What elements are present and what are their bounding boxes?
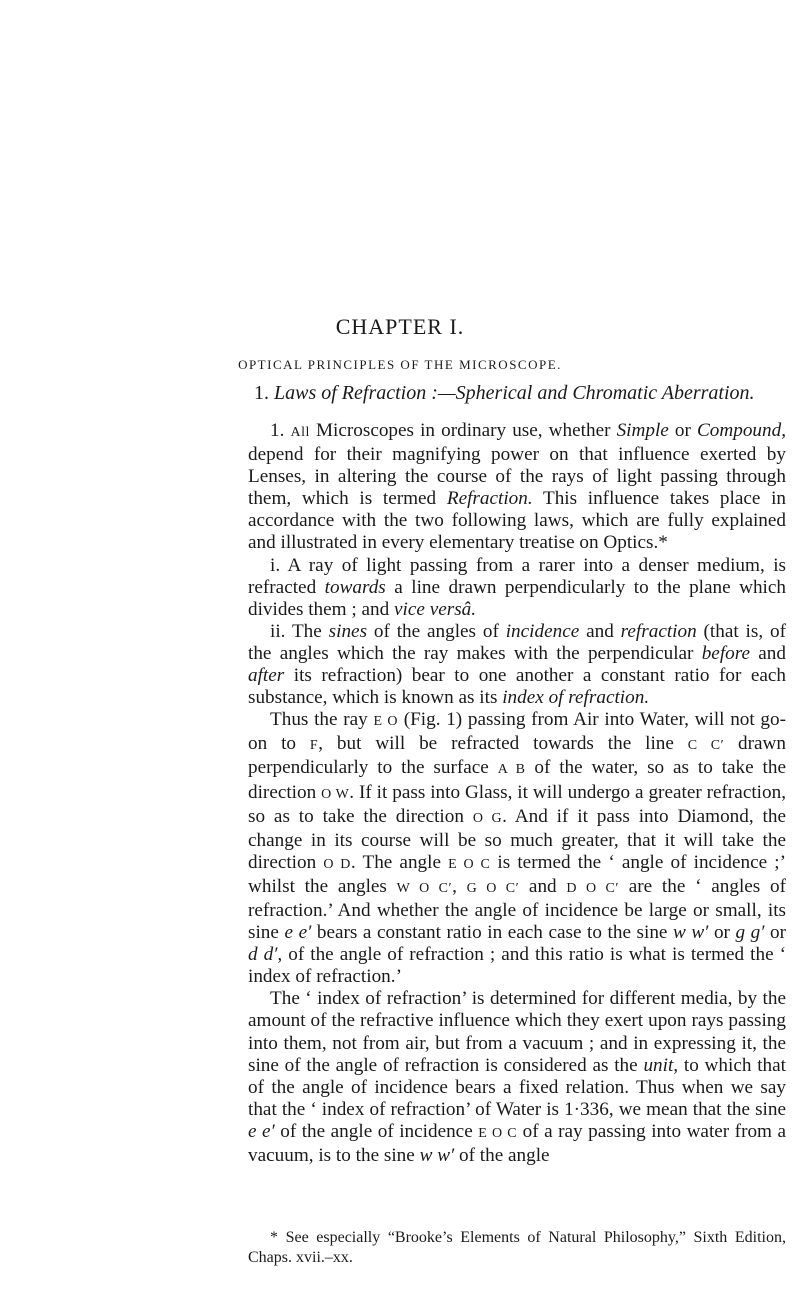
figure-label: E O C [478, 1125, 518, 1141]
text-run: of the angle [454, 1145, 550, 1166]
section-title-part-b: Spherical and Chromatic Aberration. [455, 382, 755, 404]
italic-run: Simple [616, 420, 669, 441]
text-run: to which that of the angle of incidence bears a fixed relation. Thus when we say that the ‘ index of refraction’ of Water is 1·336, we mean that the sine [248, 1054, 786, 1120]
section-title-part-a: Laws of Refraction :— [274, 382, 456, 404]
italic-run: w w′ [673, 922, 709, 944]
text-run: and [519, 875, 567, 897]
text-run: Microscopes in ordinary use, whether [309, 420, 617, 441]
figure-label: W O C′ [396, 880, 453, 896]
figure-label: E O [373, 714, 399, 730]
paragraph-5 [248, 988, 786, 1167]
italic-run: incidence [505, 620, 580, 642]
text-run: a line drawn perpendicularly to the plane which divides them ; and [248, 576, 786, 620]
text-run: i. A ray of light passing from a rarer into a denser medium, is refracted [248, 554, 786, 598]
text-run: or [708, 922, 736, 944]
section-heading [254, 382, 774, 405]
text-run: This influence takes place in accordance with the two following laws, which are fully explained and illustrated in every elementary treatise on Optics.* [248, 488, 786, 554]
text-run: . If it pass into Glass, it will undergo a greater refraction, so as to take the direction [248, 781, 786, 827]
italic-run: after [248, 665, 285, 687]
text-run: or [764, 922, 787, 944]
figure-label: C C′ [687, 738, 725, 754]
text-run: of the water, so as to take the direction [248, 757, 786, 803]
chapter-title: CHAPTER I. [335, 314, 465, 339]
italic-run: unit, [643, 1054, 679, 1076]
italic-run: before [701, 642, 751, 664]
text-run: , but will be refracted towards the line [318, 733, 688, 755]
text-run: or [668, 420, 697, 441]
lead-word: All [290, 425, 310, 440]
figure-label: O W [321, 786, 350, 802]
text-run: of the angle of refraction ; and this ratio is what is termed the ‘ index of refraction.’ [248, 944, 786, 988]
text-run: of the angle of incidence [274, 1120, 479, 1142]
section-number: 1. [254, 382, 269, 404]
text-run: and [750, 642, 786, 664]
text-run: (Fig. 1) passing from Air into Water, will not go-on to [248, 709, 786, 755]
figure-label: G O C′ [466, 880, 520, 896]
italic-run: Compound, [696, 420, 786, 441]
italic-run: w w′ [419, 1145, 455, 1166]
figure-label: E O C [448, 856, 491, 872]
text-run: depend for their magnifying power on that influence exerted by Lenses, in altering the course of the rays of light passing through them, which is termed [248, 444, 786, 510]
text-run: its refraction) bear to one another a constant ratio for each substance, which is known as its [248, 665, 786, 709]
italic-run: vice versâ. [394, 598, 477, 620]
text-run: (that is, of the angles which the ray makes with the perpendicular [248, 620, 786, 664]
text-run: , [452, 875, 467, 897]
paragraph-3 [248, 621, 786, 709]
italic-run: towards [324, 576, 386, 598]
italic-run: index of refraction. [502, 687, 650, 709]
text-run: are the ‘ angles of refraction.’ And whether the angle of incidence be large or small, its sine [248, 875, 786, 944]
figure-label: O G [472, 810, 503, 826]
paragraph-4 [248, 709, 786, 988]
chapter-subtitle: OPTICAL PRINCIPLES OF THE MICROSCOPE. [238, 357, 562, 372]
paragraph-1 [248, 420, 786, 555]
text-run: . And if it pass into Diamond, the change in its course will be so much greater, that it will take the direction [248, 805, 786, 873]
text-run: of a ray passing into water from a vacuum, is to the sine [248, 1120, 786, 1166]
italic-run: e e′ [284, 922, 312, 944]
text-run: is termed the ‘ angle of incidence ;’ whilst the angles [248, 851, 786, 897]
italic-run: Refraction. [446, 488, 533, 510]
body-text [248, 420, 786, 1167]
italic-run: g g′ [735, 922, 765, 944]
text-run: drawn perpendicularly to the surface [248, 733, 786, 779]
figure-label: F [309, 738, 319, 754]
figure-label: O D [323, 856, 351, 872]
italic-run: refraction [620, 620, 697, 642]
text-run: Thus the ray [270, 709, 374, 731]
italic-run: e e′ [248, 1120, 275, 1142]
paragraph-2 [248, 555, 786, 621]
text-run: and [579, 620, 621, 642]
text-run: bears a constant ratio in each case to the sine [311, 922, 674, 944]
text-run: The ‘ index of refraction’ is determined for different media, by the amount of the refractive influence which they exert upon rays passing into them, not from air, but from a vacuum ; and in expressing it, the sine of the angle of refraction is considered as the [248, 988, 786, 1076]
text-run: ii. The [270, 620, 329, 642]
text-run: of the angles of [367, 620, 506, 642]
figure-label: D O C′ [566, 880, 619, 896]
figure-label: A B [497, 762, 526, 778]
italic-run: d d′, [248, 944, 283, 966]
italic-run: sines [328, 620, 368, 642]
footnote: * See especially “Brooke’s Elements of Natural Philosophy,” Sixth Edition, Chaps. xvii.–xx. [248, 1229, 786, 1266]
paragraph-number: 1. [270, 420, 291, 441]
text-run: . The angle [350, 851, 449, 873]
